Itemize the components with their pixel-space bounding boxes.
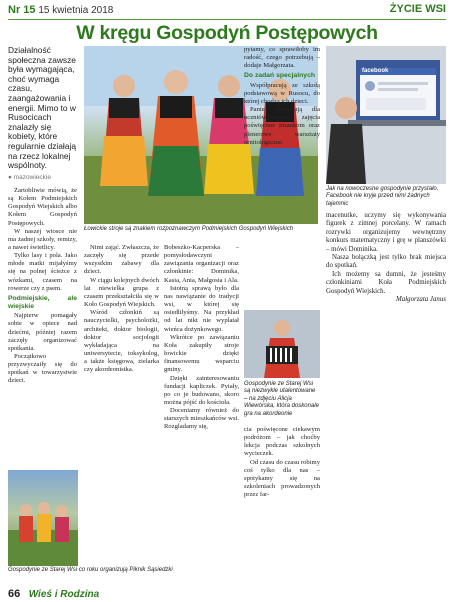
paragraph: Najpierw pomagały sobie w opiece nad dziećmi, później razem zaczęły organizować spotkania. <box>8 312 77 352</box>
article-lead: Działalność społeczna zawsze była wymagająca, choć wymaga czasu, zaangażowania i energii. Mimo to w Rusocicach znalazły się kobiety, które regularnie działają na rzecz lokalnej wspólnoty. <box>8 46 76 171</box>
paragraph: pytamy, co sprawiłoby im radość, czego potrzebują – dodaje Małgorzata. <box>244 46 320 70</box>
author-signature: Małgorzata Janus <box>396 296 446 304</box>
issue-date: 15 kwietnia 2018 <box>38 5 114 16</box>
page-number: 66 <box>8 588 21 600</box>
paragraph: macenutke, uczymy się wykonywania figurek z zimnej porcelany. W ramach rozrywki organizujemy wewnętrzny konkurs matematyczny i grę w planszówki – mówi Dominika. <box>326 212 446 253</box>
issue-info <box>8 4 113 16</box>
header-divider <box>8 19 446 20</box>
source-text: mazowieckie <box>13 173 51 181</box>
section-title: ŻYCIE WSI <box>389 3 446 15</box>
column-5 <box>326 212 446 578</box>
main-photo-caption: Łowickie stroje są znakiem rozpoznawczym Podmiejskich Gospodyń Wiejskich <box>84 226 294 232</box>
subheading: Podmiejskie, ale wiejskie <box>8 294 77 311</box>
facebook-laptop-photo-image <box>326 46 446 184</box>
paragraph: W naszej wiosce nie ma żadnej szkoły, remizy, a nawet świetlicy. <box>8 227 77 251</box>
accordion-photo-caption: Gospodynie ze Starej Wsi są niezwykle utalentowane – na zdjęciu Alicja Wiewórska, która doskonale gra na akordeonie <box>244 381 319 417</box>
picnic-photo <box>8 470 78 566</box>
column-4-top <box>244 46 320 308</box>
subheading: Do zadań specjalnych <box>244 72 316 80</box>
paragraph: Wkrótce po zawiązaniu Koła zakupiły stroje łowickie dzięki finansowemu wsparciu gminy. <box>164 333 239 374</box>
magazine-name: Wieś i Rodzina <box>28 589 100 600</box>
paragraph: Tylko lasy i pola. Jako młode matki mijałyśmy się na polnej ścieżce z wózkami, czasem na rowerze czy z psem. <box>8 252 77 292</box>
paragraph: Od czasu do czasu robimy coś tylko dla nas – spotykamy się na szkoleniach prowadzonych przez far- <box>244 458 320 499</box>
paragraph: Żartobliwie mówią, że są Kołem Podmiejskich Gospodyń Wiejskich albo Kołem Gospodyń Postępowych. <box>8 186 77 227</box>
accordion-photo-image <box>244 310 320 378</box>
location-pin-icon: ● <box>8 173 12 181</box>
paragraph: Ich możemy sa dumni, że jesteśmy członkiniami Koła Podmiejskich Gospodyń Wiejskich. <box>326 270 446 295</box>
page-footer <box>8 584 99 602</box>
paragraph: Współpracują ze szkołą podstawową w Rusocu, do której chodzą ich dzieci. <box>244 81 320 105</box>
paragraph: Dzięki zainteresowaniu fundacji kapliczek. Pytały, po co je budowano, skoro można pójść do kościoła. <box>164 374 239 406</box>
paragraph: Wśród członkiń są nauczycielki, psycholożki, architekt, doktor biologii, doktor socjologii wykładająca na uniwersytecie, toksykolog, a także księgowa, zielarka czy akordeonistka. <box>84 309 159 374</box>
paragraph: Istotną sprawą było dla nas nawiązanie do tradycji wsi, w której się osiedliłyśmy. Na przykład od lat nikt nie wyplatał wieńca dożynkowego. <box>164 284 239 333</box>
column-2 <box>84 244 159 578</box>
paragraph: Panie organizują dla uczniów również zajęcia poświęcone pisankom oraz plenerowe warsztaty ornitologiczne. <box>244 106 320 146</box>
issue-number: Nr 15 <box>8 4 36 16</box>
paragraph: Początkowo przyzwyczaiły się do spotkań w towarzystwie dzieci. <box>8 353 77 385</box>
paragraph: W ciągu kolejnych dwóch lat niewielka grupa z czasem przekształciła się w Koło Gospodyń Wiejskich. <box>84 276 159 309</box>
facebook-photo <box>326 46 446 184</box>
column-4-bottom <box>244 426 320 578</box>
paragraph: Doceniamy również do starszych mieszkańców wsi. Rozgladamy się, <box>164 407 239 431</box>
picnic-photo-caption: Gospodynie ze Starej Wsi co roku organizują Piknik Sąsiedzki <box>8 567 173 573</box>
facebook-logo-text: facebook <box>362 68 389 74</box>
paragraph: Bobeszko-Kacperska – pomysłodawczyni zawiązania organizacji oraz członkinie: Dominika, Kasia, Ania, Małgosia i Ala. <box>164 244 239 284</box>
source-label <box>8 174 77 182</box>
column-3 <box>164 244 239 578</box>
article-headline: W kręgu Gospodyń Postępowych <box>76 22 378 44</box>
picnic-photo-image <box>8 470 78 566</box>
accordion-photo <box>244 310 320 378</box>
paragraph: Nimi zająć. Zwłaszcza, że zaczęły się przede wszystkim zabawy dla dzieci. <box>84 244 159 276</box>
paragraph: Nasza bolączką jest tylko brak miejsca do spotkań. <box>326 254 446 270</box>
paragraph: cia poświęcone ciekawym podróżom – jak choćby lekcja podczas szkolnych wycieczek. <box>244 426 320 458</box>
facebook-photo-caption: Jak na nowoczesne gospodynie przystało, Facebook nie kryje przed nimi żadnych tajemnic <box>326 186 439 207</box>
